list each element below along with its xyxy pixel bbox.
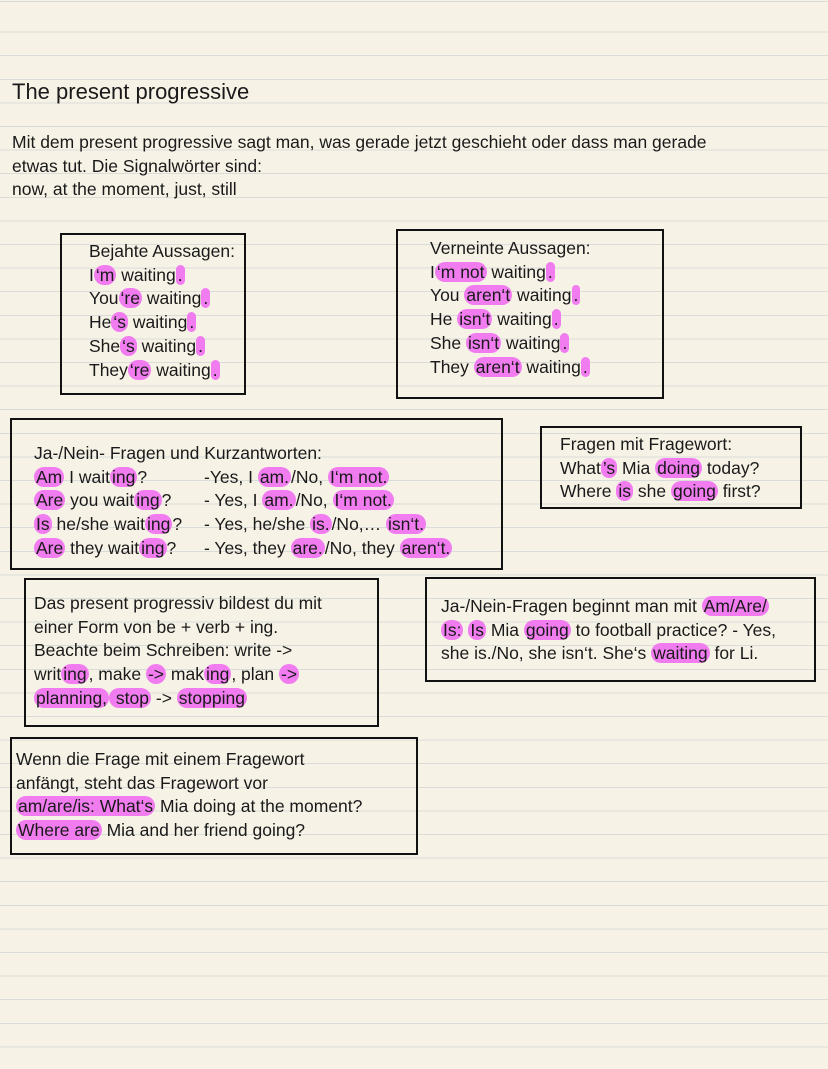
rule-line: Wenn die Frage mit einem Fragewort [16,749,305,769]
affirmative-box [60,233,246,395]
rule-line: she is./No, she isn‘t. She‘s waiting for Li. [441,643,759,664]
formation-line: planning, stop -> stopping [36,687,245,708]
intro-text [12,131,707,202]
negative-heading: Verneinte Aussagen: [430,238,591,258]
formation-line: Beachte beim Schreiben: write -> [34,640,293,661]
affirmative-row: I ‘m waiting . [89,264,183,285]
rule-line: Is: Is Mia going to football practice? - Yes, [443,619,777,640]
formation-line: Das present progressiv bildest du mit [34,593,322,613]
intro-line: Mit dem present progressive sagt man, was gerade jetzt geschieht oder dass man gerade [12,132,707,152]
yes-no-row: Are they wait ing ? - Yes, they are. /No, they aren‘t. [36,537,451,558]
affirmative-row: She ‘s waiting . [89,335,203,356]
question-word-rule-box [10,737,418,855]
negative-row: You aren‘t waiting . [430,285,579,306]
affirmative-row: They ‘re waiting . [89,359,218,380]
yes-no-rule-box [425,577,816,682]
yes-no-row: Am I wait ing ? -Yes, I am. /No, I‘m not. [36,466,388,487]
yes-no-row: Is he/she wait ing ? - Yes, he/she is. /No,… isn‘t. [36,514,425,535]
formation-box [24,578,379,727]
formation-line: writ ing , make -> mak ing , plan -> [34,664,298,685]
formation-line: einer Form von be + verb + ing. [34,616,279,637]
yes-no-row: Are you wait ing ? - Yes, I am. /No, I‘m not. [36,490,392,511]
yes-no-heading: Ja-/Nein- Fragen und Kurzantworten: [34,443,322,463]
affirmative-heading: Bejahte Aussagen: [89,241,235,261]
rule-line: am/are/is: What‘s Mia doing at the moment? [18,796,363,817]
page-title: The present progressive [12,79,250,104]
rule-line: Where are Mia and her friend going? [18,820,306,841]
negative-row: She isn‘t waiting . [430,332,568,353]
negative-box [396,229,664,399]
intro-line: etwas tut. Die Signalwörter sind: [12,155,262,176]
affirmative-row: You ‘re waiting . [89,288,209,309]
negative-row: He isn‘t waiting . [430,309,559,330]
yes-no-questions-box [10,418,503,570]
question-word-example: Where is she going first? [560,481,761,502]
rule-line: anfängt, steht das Fragewort vor [16,772,268,793]
affirmative-row: He ‘s waiting . [89,312,195,333]
negative-row: I ‘m not waiting . [430,261,553,282]
question-word-heading: Fragen mit Fragewort: [560,434,733,454]
negative-row: They aren‘t waiting . [430,356,588,377]
signal-words: now, at the moment, just, still [12,179,237,199]
rule-line: Ja-/Nein-Fragen beginnt man mit Am/Are/ [441,596,767,616]
question-word-example: What ’s Mia doing today? [560,457,760,478]
question-word-box [540,426,802,509]
